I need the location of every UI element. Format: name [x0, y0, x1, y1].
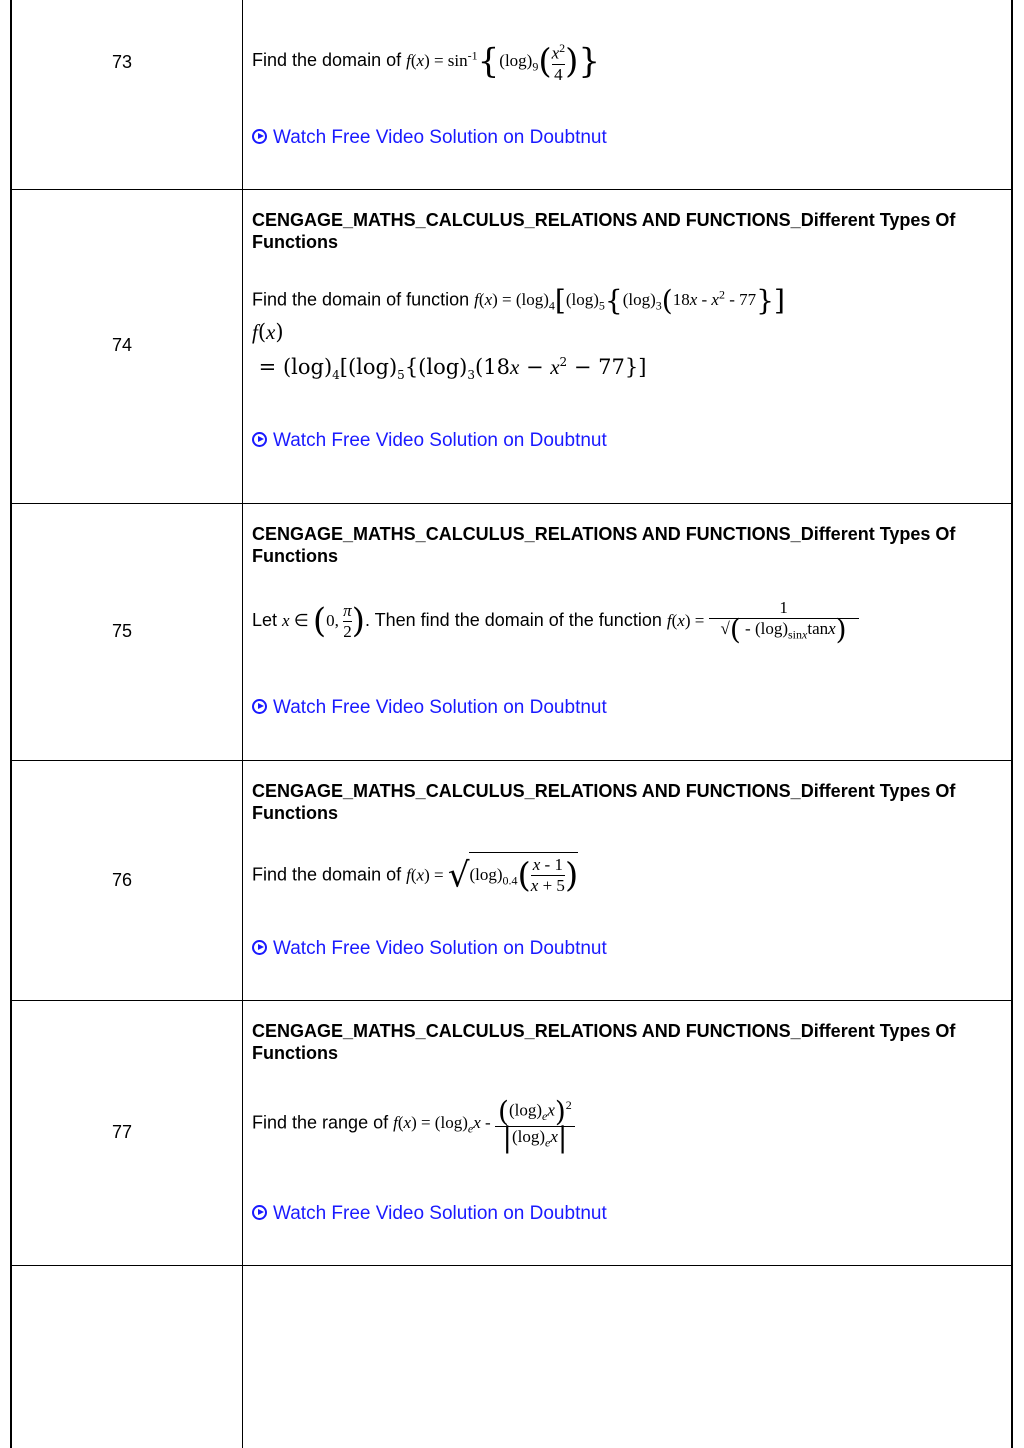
video-solution-link[interactable]: Watch Free Video Solution on Doubtnut — [252, 938, 607, 960]
play-circle-icon — [252, 699, 267, 714]
question-middle: . Then find the domain of the function — [364, 609, 662, 630]
row-divider — [12, 1265, 1011, 1266]
play-circle-icon — [252, 129, 267, 144]
latex-expression: f(x) — [252, 320, 284, 344]
question-number: 74 — [111, 335, 133, 355]
row-divider — [12, 1000, 1011, 1001]
question-number: 75 — [111, 621, 133, 641]
play-circle-icon — [252, 1205, 267, 1220]
topic-heading: CENGAGE_MATHS_CALCULUS_RELATIONS AND FUNCTIONS_Different Types Of Functions — [252, 781, 956, 823]
row-divider — [12, 189, 1011, 190]
play-circle-icon — [252, 940, 267, 955]
question-prefix: Find the domain of function — [252, 289, 470, 310]
video-solution-link[interactable]: Watch Free Video Solution on Doubtnut — [252, 127, 607, 149]
question-text: Find the domain of $f(x) = \sin^{-1}\{(\log)_9$( $\frac{x^2}{4}$ )} — [252, 41, 601, 84]
play-circle-icon — [252, 432, 267, 447]
question-text: Let x ∈ (0, $\frac{\pi}{2}$ ). Then find the domain of the function f(x) = $\frac{1}{√( - (\log)_{sinx}\tan x)}$ — [252, 598, 859, 644]
row-divider — [12, 760, 1011, 761]
question-number: 76 — [111, 870, 133, 890]
question-prefix: Find the domain of — [252, 864, 402, 885]
question-number: 77 — [111, 1122, 133, 1142]
topic-heading: CENGAGE_MATHS_CALCULUS_RELATIONS AND FUNCTIONS_Different Types Of Functions — [252, 524, 956, 566]
video-solution-link[interactable]: Watch Free Video Solution on Doubtnut — [252, 430, 607, 452]
question-text: Find the domain of $f(x) = √(\log)_{0.4}$( $\frac{x - 1}{x + 5}$ ) — [252, 852, 578, 896]
video-solution-link[interactable]: Watch Free Video Solution on Doubtnut — [252, 1203, 607, 1225]
question-prefix: Find the range of — [252, 1112, 389, 1133]
column-divider — [242, 0, 243, 1448]
topic-heading: CENGAGE_MATHS_CALCULUS_RELATIONS AND FUNCTIONS_Different Types Of Functions — [252, 1021, 956, 1063]
question-prefix: Find the domain of — [252, 50, 402, 71]
video-solution-link[interactable]: Watch Free Video Solution on Doubtnut — [252, 697, 607, 719]
row-divider — [12, 503, 1011, 504]
question-number: 73 — [111, 52, 133, 72]
topic-heading: CENGAGE_MATHS_CALCULUS_RELATIONS AND FUNCTIONS_Different Types Of Functions — [252, 210, 956, 252]
question-prefix: Let — [252, 609, 278, 630]
question-text: Find the domain of function $f(x) = (\log)_4[(\log)_5\{(\log)_3(18x - x^2 - 77\}]$ — [252, 284, 785, 317]
latex-expression: = $(\log)_4[(\log)_5\{(\log)_3(18x - x^2 - 77\}]$ — [252, 355, 647, 383]
question-table — [10, 0, 1013, 1448]
question-text: Find the range of $f(x) = (\log)_ex$ - $\frac{((\log)_ex)^2}{|(\log)_ex|}$ — [252, 1095, 575, 1152]
